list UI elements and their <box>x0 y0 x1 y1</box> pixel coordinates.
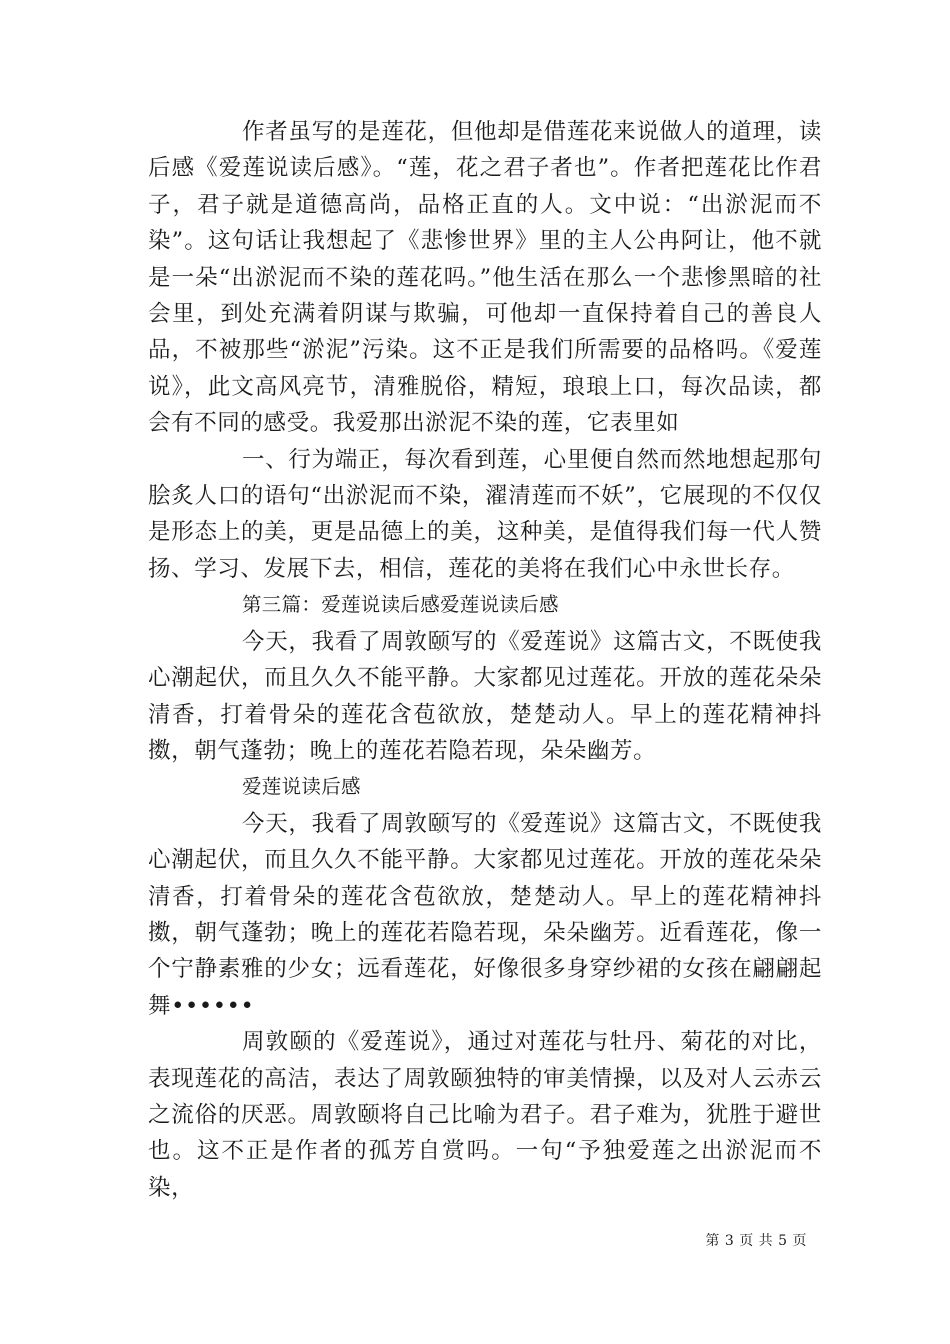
paragraph-2: 一、行为端正，每次看到莲，心里便自然而然地想起那句脍炙人口的语句“出淤泥而不染，濯清莲而不妖”，它展现的不仅仅是形态上的美，更是品德上的美，这种美，是值得我们每一代人赞扬、学习、发展下去，相信，莲花的美将在我们心中永世长存。 <box>148 446 822 582</box>
section-heading: 第三篇：爱莲说读后感爱莲说读后感 <box>242 593 559 617</box>
document-body <box>148 114 822 1206</box>
paragraph-4: 今天，我看了周敦颐写的《爱莲说》这篇古文，不既使我心潮起伏，而且久久不能平静。大家都见过莲花。开放的莲花朵朵清香，打着骨朵的莲花含苞欲放，楚楚动人。早上的莲花精神抖擞，朝气蓬勃；晚上的莲花若隐若现，朵朵幽芳。近看莲花，像一个宁静素雅的少女；远看莲花，好像很多身穿纱裙的女孩在翩翩起舞•••••• <box>148 810 822 1019</box>
paragraph-1: 作者虽写的是莲花，但他却是借莲花来说做人的道理，读后感《爱莲说读后感》。“莲，花之君子者也”。作者把莲花比作君子，君子就是道德高尚，品格正直的人。文中说：“出淤泥而不染”。这句话让我想起了《悲惨世界》里的主人公冉阿让，他不就是一朵“出淤泥而不染的莲花吗。”他生活在那么一个悲惨黑暗的社会里，到处充满着阴谋与欺骗，可他却一直保持着自己的善良人品，不被那些“淤泥”污染。这不正是我们所需要的品格吗。《爱莲说》，此文高风亮节，清雅脱俗，精短，琅琅上口，每次品读，都会有不同的感受。我爱那出淤泥不染的莲，它表里如 <box>148 119 822 437</box>
page-footer: 第 3 页 共 5 页 <box>705 1233 807 1249</box>
subheading: 爱莲说读后感 <box>242 775 361 799</box>
paragraph-5: 周敦颐的《爱莲说》，通过对莲花与牡丹、菊花的对比，表现莲花的高洁，表达了周敦颐独特的审美情操，以及对人云赤云之流俗的厌恶。周敦颐将自己比喻为君子。君子难为，犹胜于避世也。这不正是作者的孤芳自赏吗。一句“予独爱莲之出淤泥而不染， <box>148 1029 822 1201</box>
paragraph-3: 今天，我看了周敦颐写的《爱莲说》这篇古文，不既使我心潮起伏，而且久久不能平静。大家都见过莲花。开放的莲花朵朵清香，打着骨朵的莲花含苞欲放，楚楚动人。早上的莲花精神抖擞，朝气蓬勃；晚上的莲花若隐若现，朵朵幽芳。 <box>148 628 822 764</box>
